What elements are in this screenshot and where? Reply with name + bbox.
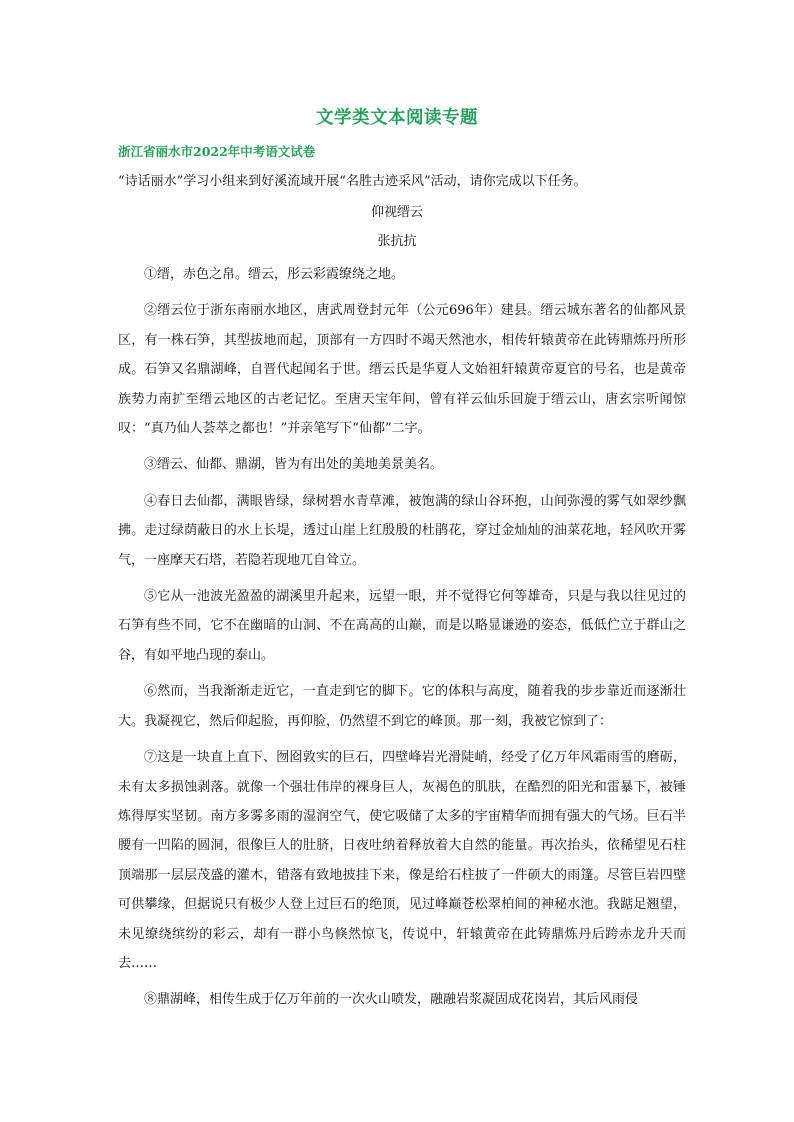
article-body <box>118 260 686 1022</box>
paragraph-6: ⑥然而，当我渐渐走近它，一直走到它的脚下。它的体积与高度，随着我的步步靠近而逐渐壮大。我凝视它，然后仰起脸，再仰脸，仍然望不到它的峰顶。那一刻，我被它惊到了： <box>118 684 686 729</box>
exam-source: 浙江省丽水市2022年中考语文试卷 <box>118 144 316 159</box>
paragraph-7: ⑦这是一块直上直下、囫囵敦实的巨石，四壁峰岩光滑陡峭，经受了亿万年风霜雨雪的磨砺，未有太多损蚀剥落。就像一个强壮伟岸的裸身巨人，灰褐色的肌肤，在酷烈的阳光和雷暴下，被锤炼得厚实坚韧。南方多雾多雨的湿润空气，使它吸储了太多的宇宙精华而拥有强大的气场。巨石半腰有一凹陷的圆洞，很像巨人的肚脐，日夜吐纳着释放着大自然的能量。再次抬头，依稀望见石柱顶端那一层层茂盛的灌木，错落有致地披挂下来，像是给石柱披了一件硕大的雨篷。尽管巨岩四壁可供攀缘，但据说只有极少人登上过巨石的绝顶，见过峰巅苍松翠柏间的神秘水池。我踮足翘望，未见缭绕缤纷的彩云，却有一群小鸟倏然惊飞，传说中，轩辕黄帝在此铸鼎炼丹后跨赤龙升天而去…… <box>118 750 686 971</box>
paragraph-1: ①缙，赤色之帛。缙云，彤云彩霞缭绕之地。 <box>144 267 405 282</box>
page-title: 文学类文本阅读专题 <box>316 108 478 128</box>
paragraph-8: ⑧鼎湖峰，相传生成于亿万年前的一次火山喷发，融融岩浆凝固成花岗岩，其后风雨侵 <box>144 992 639 1008</box>
paragraph-3: ③缙云、仙都、鼎湖，皆为有出处的美地美景美名。 <box>144 457 444 473</box>
paragraph-4: ④春日去仙都，满眼皆绿，绿树碧水青草滩，被饱满的绿山谷环抱，山间弥漫的雾气如翠纱飘拂。走过绿荫蔽日的水上长堤，透过山崖上红殷殷的杜鹃花，穿过金灿灿的油菜花地，轻风吹开雾气，一座摩天石塔，若隐若现地兀自耸立。 <box>118 493 686 568</box>
task-intro: “诗话丽水”学习小组来到好溪流域开展“名胜古迹采风”活动，请你完成以下任务。 <box>118 174 587 189</box>
article-author: 张抗抗 <box>377 234 417 249</box>
article-title: 仰视缙云 <box>370 205 423 220</box>
paragraph-2: ②缙云位于浙东南丽水地区，唐武周登封元年（公元696年）建县。缙云城东著名的仙都风景区，有一株石笋，其型拔地而起，顶部有一方四时不竭天然池水，相传轩辕黄帝在此铸鼎炼丹所形成。石笋又名鼎湖峰，自晋代起闻名于世。缙云氏是华夏人文始祖轩辕黄帝夏官的号名，也是黄帝族势力南扩至缙云地区的古老记忆。至唐天宝年间，曾有祥云仙乐回旋于缙云山，唐玄宗听闻惊叹：“真乃仙人荟萃之都也！”并亲笔写下“仙都”二字。 <box>118 303 686 437</box>
paragraph-5: ⑤它从一池波光盈盈的湖溪里升起来，远望一眼，并不觉得它何等雄奇，只是与我以往见过的石笋有些不同，它不在幽暗的山洞、不在高高的山巅，而是以略显谦逊的姿态，低低伫立于群山之谷，有如平地凸现的泰山。 <box>118 589 686 663</box>
